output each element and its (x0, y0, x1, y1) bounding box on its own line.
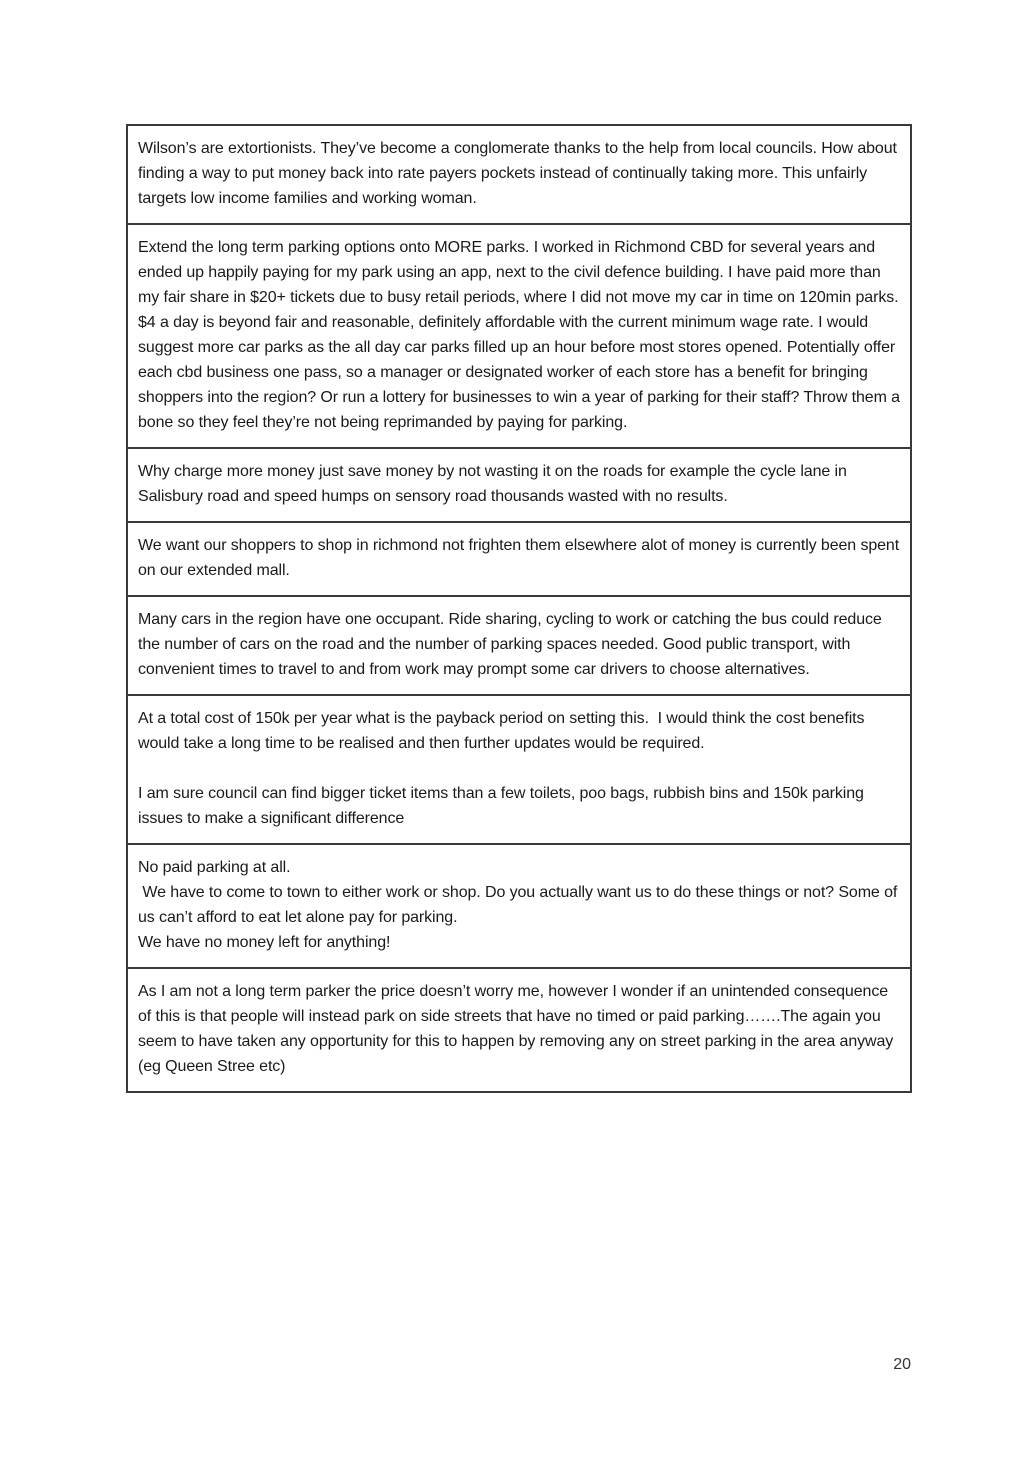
comment-cell-3 (128, 447, 910, 521)
comment-text: Extend the long term parking options onto MORE parks. I worked in Richmond CBD for several years and ended up happily paying for my park using an app, next to the civil defence building. I have paid more than my fair share in $20+ tickets due to busy retail periods, where I did not move my car in time on 120min parks. $4 a day is beyond fair and reasonable, definitely affordable with the current minimum wage rate. I would suggest more car parks as the all day car parks filled up an hour before most stores opened. Potentially offer each cbd business one pass, so a manager or designated worker of each store has a benefit for bringing shoppers into the region? Or run a lottery for businesses to win a year of parking for their staff? Throw them a bone so they feel they’re not being reprimanded by paying for parking. (138, 239, 905, 431)
comment-text: Many cars in the region have one occupant. Ride sharing, cycling to work or catching the bus could reduce the number of cars on the road and the number of parking spaces needed. Good public transport, with convenient times to travel to and from work may prompt some car drivers to choose alternatives. (138, 611, 887, 678)
comment-text: At a total cost of 150k per year what is the payback period on setting this. I would think the cost benefits would take a long time to be realised and then further updates would be required. (138, 710, 869, 752)
comment-text: I am sure council can find bigger ticket items than a few toilets, poo bags, rubbish bins and 150k parking issues to make a significant difference (138, 785, 869, 827)
page-number: 20 (893, 1356, 911, 1373)
comment-cell-7 (128, 843, 910, 967)
comment-cell-1 (128, 126, 910, 223)
comment-text: We have no money left for anything! (138, 934, 391, 951)
comment-text: As I am not a long term parker the price doesn’t worry me, however I wonder if an unintended consequence of this is that people will instead park on side streets that have no timed or paid parking…….The again you seem to have taken any opportunity for this to happen by removing any on street parking in the area anyway (eg Queen Stree etc) (138, 983, 898, 1075)
comment-cell-8 (128, 967, 910, 1091)
comment-cell-2 (128, 223, 910, 447)
comment-text: We want our shoppers to shop in richmond not frighten them elsewhere alot of money is currently been spent on our extended mall. (138, 537, 904, 579)
comment-text: Why charge more money just save money by not wasting it on the roads for example the cycle lane in Salisbury road and speed humps on sensory road thousands wasted with no results. (138, 463, 852, 505)
comment-text: No paid parking at all. (138, 859, 291, 876)
comment-cell-6 (128, 694, 910, 843)
comment-cell-5 (128, 595, 910, 694)
comment-text: Wilson’s are extortionists. They’ve become a conglomerate thanks to the help from local councils. How about finding a way to put money back into rate payers pockets instead of continually taking more. This unfairly targets low income families and working woman. (138, 140, 902, 207)
comments-table (126, 124, 912, 1093)
comment-text: We have to come to town to either work or shop. Do you actually want us to do these things or not? Some of us can’t afford to eat let alone pay for parking. (138, 884, 902, 926)
comment-cell-4 (128, 521, 910, 595)
